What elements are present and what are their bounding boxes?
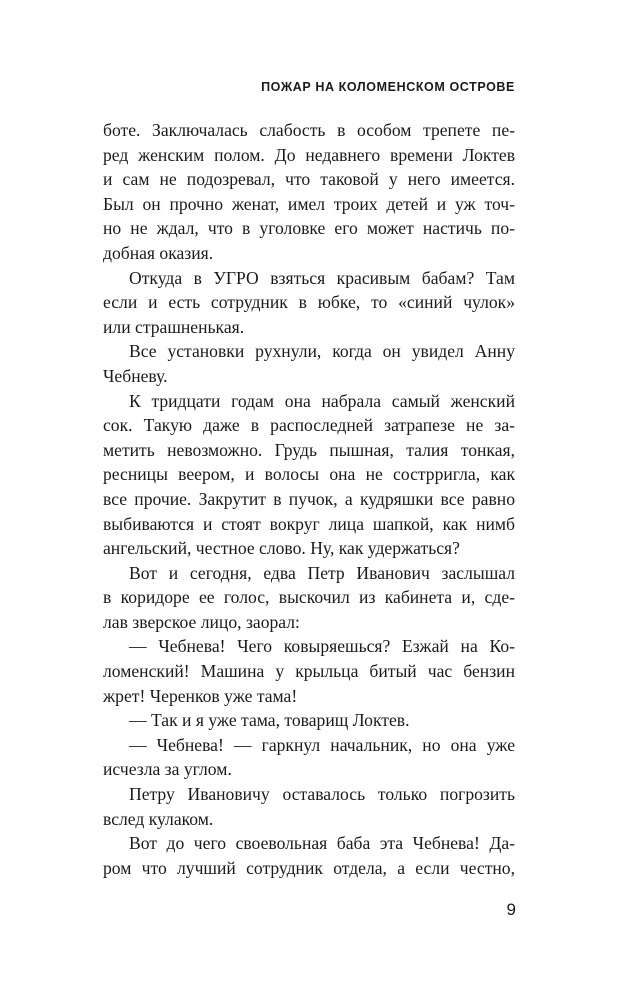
text-line: в коридоре ее голос, выскочил из кабинета и, сде- bbox=[103, 587, 515, 608]
text-line: лав зверское лицо, заорал: bbox=[103, 611, 300, 632]
text-line: ангельский, честное слово. Ну, как удержаться? bbox=[103, 538, 460, 559]
text-line: Чебневу. bbox=[103, 365, 168, 386]
text-line: но не ждал, что в уголовке его может настичь по- bbox=[103, 218, 515, 239]
text-line: Петру Ивановичу оставалось только погрозить bbox=[129, 784, 515, 805]
text-line: сок. Такую даже в распоследней затрапезе не за- bbox=[103, 415, 515, 436]
text-line: добная оказия. bbox=[103, 242, 214, 263]
text-line: ресницы веером, и волосы она не сострригла, как bbox=[103, 464, 515, 485]
text-line: ром что лучший сотрудник отдела, а если честно, bbox=[103, 857, 515, 878]
running-head: ПОЖАР НА КОЛОМЕНСКОМ ОСТРОВЕ bbox=[261, 80, 515, 94]
text-line: Был он прочно женат, имел троих детей и уж точ- bbox=[103, 193, 515, 214]
text-line: Вот и сегодня, едва Петр Иванович заслышал bbox=[129, 562, 515, 583]
text-line: если и есть сотрудник в юбке, то «синий чулок» bbox=[103, 292, 515, 313]
text-line: — Чебнева! — гаркнул начальник, но она уже bbox=[129, 734, 515, 755]
text-line: вслед кулаком. bbox=[103, 808, 214, 829]
body-text bbox=[103, 118, 515, 880]
text-line: — Чебнева! Чего ковыряешься? Езжай на Ко- bbox=[129, 636, 515, 657]
text-line: и сам не подозревал, что таковой у него имеется. bbox=[103, 169, 515, 190]
text-line: Все установки рухнули, когда он увидел Анну bbox=[129, 341, 515, 362]
text-line: жрет! Черенков уже тама! bbox=[103, 685, 298, 706]
text-line: или страшненькая. bbox=[103, 316, 245, 337]
text-line: боте. Заключалась слабость в особом трепете пе- bbox=[103, 120, 515, 140]
text-line: ломенский! Машина у крыльца битый час бензин bbox=[103, 661, 515, 682]
text-line: Вот до чего своевольная баба эта Чебнева! Да- bbox=[129, 833, 515, 854]
text-line: выбиваются и стоят вокруг лица шапкой, как нимб bbox=[103, 513, 515, 534]
page-number: 9 bbox=[506, 900, 516, 919]
text-line: ред женским полом. До недавнего времени Локтев bbox=[103, 144, 515, 165]
text-line: метить невозможно. Грудь пышная, талия тонкая, bbox=[103, 439, 515, 460]
text-line: — Так и я уже тама, товарищ Локтев. bbox=[129, 710, 410, 731]
text-line: К тридцати годам она набрала самый женский bbox=[129, 390, 515, 411]
text-line: исчезла за углом. bbox=[103, 759, 232, 780]
text-line: все прочие. Закрутит в пучок, а кудряшки все равно bbox=[103, 488, 515, 509]
text-line: Откуда в УГРО взяться красивым бабам? Там bbox=[129, 267, 515, 288]
